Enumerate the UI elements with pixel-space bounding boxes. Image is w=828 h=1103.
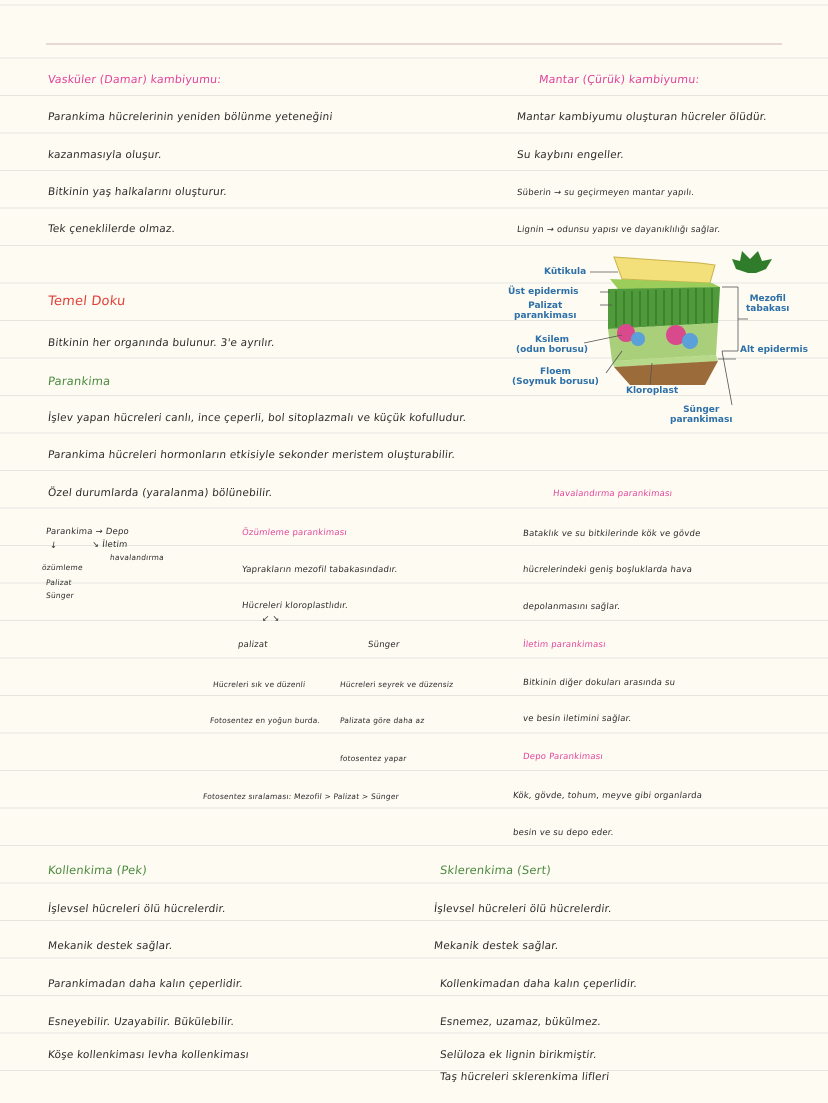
iletim-line-1: Bitkinin diğer dokuları arasında su	[522, 678, 676, 688]
palizat-desc: Hücreleri sık ve düzenli	[212, 680, 306, 689]
label-ust-epidermis: Üst epidermis	[508, 287, 579, 297]
leaf-cross-section-diagram	[500, 245, 828, 435]
top-rule	[46, 43, 782, 45]
label-alt-epidermis: Alt epidermis	[740, 345, 808, 355]
kollenkima-line-4: Esneyebilir. Uzayabilir. Bükülebilir.	[47, 1016, 235, 1028]
vaskuler-line-3: Bitkinin yaş halkalarını oluşturur.	[47, 186, 228, 198]
label-palizat	[514, 301, 576, 321]
tree-sunger: Sünger	[45, 591, 75, 600]
fotosentez-yapar: fotosentez yapar	[339, 754, 408, 763]
label-mezofil-2: tabakası	[746, 304, 790, 314]
depo-title: Depo Parankiması	[522, 752, 604, 762]
sklerenkima-line-2: Mekanik destek sağlar.	[433, 940, 560, 952]
sklerenkima-line-5: Selüloza ek lignin birikmiştir.	[439, 1049, 598, 1061]
sklerenkima-line-1: İşlevsel hücreleri ölü hücrelerdir.	[433, 903, 613, 915]
parankima-title: Parankima	[47, 374, 112, 388]
sklerenkima-line-3: Kollenkimadan daha kalın çeperlidir.	[439, 978, 638, 990]
label-floem-2: (Soymuk borusu)	[512, 377, 599, 387]
kollenkima-line-3: Parankimadan daha kalın çeperlidir.	[47, 978, 244, 990]
label-sunger-1: Sünger	[683, 405, 720, 415]
tree-iletim: ↘ İletim	[91, 540, 129, 550]
label-floem-1: Floem	[540, 367, 571, 377]
label-mezofil-1: Mezofil	[749, 294, 786, 304]
havalandirma-line-3: depolanmasını sağlar.	[522, 602, 621, 612]
sklerenkima-line-6: Taş hücreleri sklerenkima lifleri	[439, 1071, 611, 1083]
kutikula-shape	[614, 257, 715, 283]
label-kutikula: Kütikula	[544, 267, 587, 277]
label-ksilem-1: Ksilem	[535, 335, 570, 345]
havalandirma-line-2: hücrelerindeki geniş boşluklarda hava	[522, 565, 693, 575]
palizat-label: palizat	[237, 640, 269, 650]
floem-shape	[631, 332, 645, 346]
fotosentez-palizat: Fotosentez en yoğun burda.	[209, 716, 321, 725]
sunger-desc: Hücreleri seyrek ve düzensiz	[339, 680, 454, 689]
vaskuler-line-4: Tek çeneklilerde olmaz.	[47, 223, 176, 235]
kollenkima-line-2: Mekanik destek sağlar.	[47, 940, 174, 952]
depo-line-2: besin ve su depo eder.	[512, 828, 615, 838]
floem-shape-2	[682, 333, 698, 349]
tree-havalandirma: havalandırma	[109, 553, 165, 562]
label-mezofil	[746, 294, 789, 314]
ozumleme-line-2: Hücreleri kloroplastlıdır.	[241, 601, 349, 611]
kollenkima-title: Kollenkima (Pek)	[47, 863, 148, 877]
label-palizat-1: Palizat	[528, 301, 563, 311]
label-kloroplast: Kloroplast	[626, 386, 679, 396]
mantar-line-3: Süberin → su geçirmeyen mantar yapılı.	[516, 188, 695, 198]
vaskuler-title: Vasküler (Damar) kambiyumu:	[47, 73, 222, 86]
label-sunger	[670, 405, 732, 425]
sklerenkima-line-4: Esnemez, uzamaz, bükülmez.	[439, 1016, 602, 1028]
kollenkima-line-1: İşlevsel hücreleri ölü hücrelerdir.	[47, 903, 227, 915]
vaskuler-line-1: Parankima hücrelerinin yeniden bölünme yeteneğini	[47, 111, 334, 123]
parankima-line-3: Özel durumlarda (yaralanma) bölünebilir.	[47, 487, 274, 499]
mantar-line-2: Su kaybını engeller.	[516, 149, 625, 161]
temel-doku-line: Bitkinin her organında bulunur. 3'e ayrılır.	[47, 337, 276, 349]
tree-palizat: Palizat	[45, 578, 73, 587]
tree-arrow-down: ↓	[49, 541, 58, 551]
label-palizat-2: parankiması	[514, 311, 577, 321]
tree-root: Parankima → Depo	[45, 527, 130, 537]
ozumleme-arrows: ↙ ↘	[261, 614, 281, 624]
label-sunger-2: parankiması	[670, 415, 733, 425]
kollenkima-line-5: Köşe kollenkiması levha kollenkiması	[47, 1049, 250, 1061]
fotosentez-siralama: Fotosentez sıralaması: Mezofil > Palizat > Sünger	[202, 792, 400, 801]
ozumleme-line-1: Yaprakların mezofil tabakasındadır.	[241, 565, 398, 575]
parankima-line-2: Parankima hücreleri hormonların etkisiyle sekonder meristem oluşturabilir.	[47, 449, 456, 461]
havalandirma-line-1: Bataklık ve su bitkilerinde kök ve gövde	[522, 529, 702, 539]
temel-doku-title: Temel Doku	[47, 294, 127, 309]
mantar-line-4: Lignin → odunsu yapısı ve dayanıklılığı sağlar.	[516, 225, 721, 235]
mantar-line-1: Mantar kambiyumu oluşturan hücreler ölüdür.	[516, 111, 768, 123]
label-ksilem-2: (odun borusu)	[516, 345, 589, 355]
havalandirma-title: Havalandırma parankiması	[552, 489, 673, 499]
sklerenkima-title: Sklerenkima (Sert)	[439, 863, 552, 877]
sunger-compare: Palizata göre daha az	[339, 716, 425, 725]
vaskuler-line-2: kazanmasıyla oluşur.	[47, 149, 163, 161]
sunger-label: Sünger	[367, 640, 401, 650]
parankima-line-1: İşlev yapan hücreleri canlı, ince çeperli, bol sitoplazmalı ve küçük kofulludur.	[47, 412, 468, 424]
label-floem	[512, 367, 599, 387]
leaf-icon	[732, 251, 772, 273]
ozumleme-title: Özümleme parankiması	[241, 528, 348, 538]
label-ksilem	[516, 335, 588, 355]
mantar-title: Mantar (Çürük) kambiyumu:	[538, 73, 701, 86]
iletim-line-2: ve besin iletimini sağlar.	[522, 714, 632, 724]
depo-line-1: Kök, gövde, tohum, meyve gibi organlarda	[512, 791, 703, 801]
iletim-title: İletim parankiması	[522, 640, 607, 650]
tree-ozumleme: özümleme	[41, 563, 84, 572]
